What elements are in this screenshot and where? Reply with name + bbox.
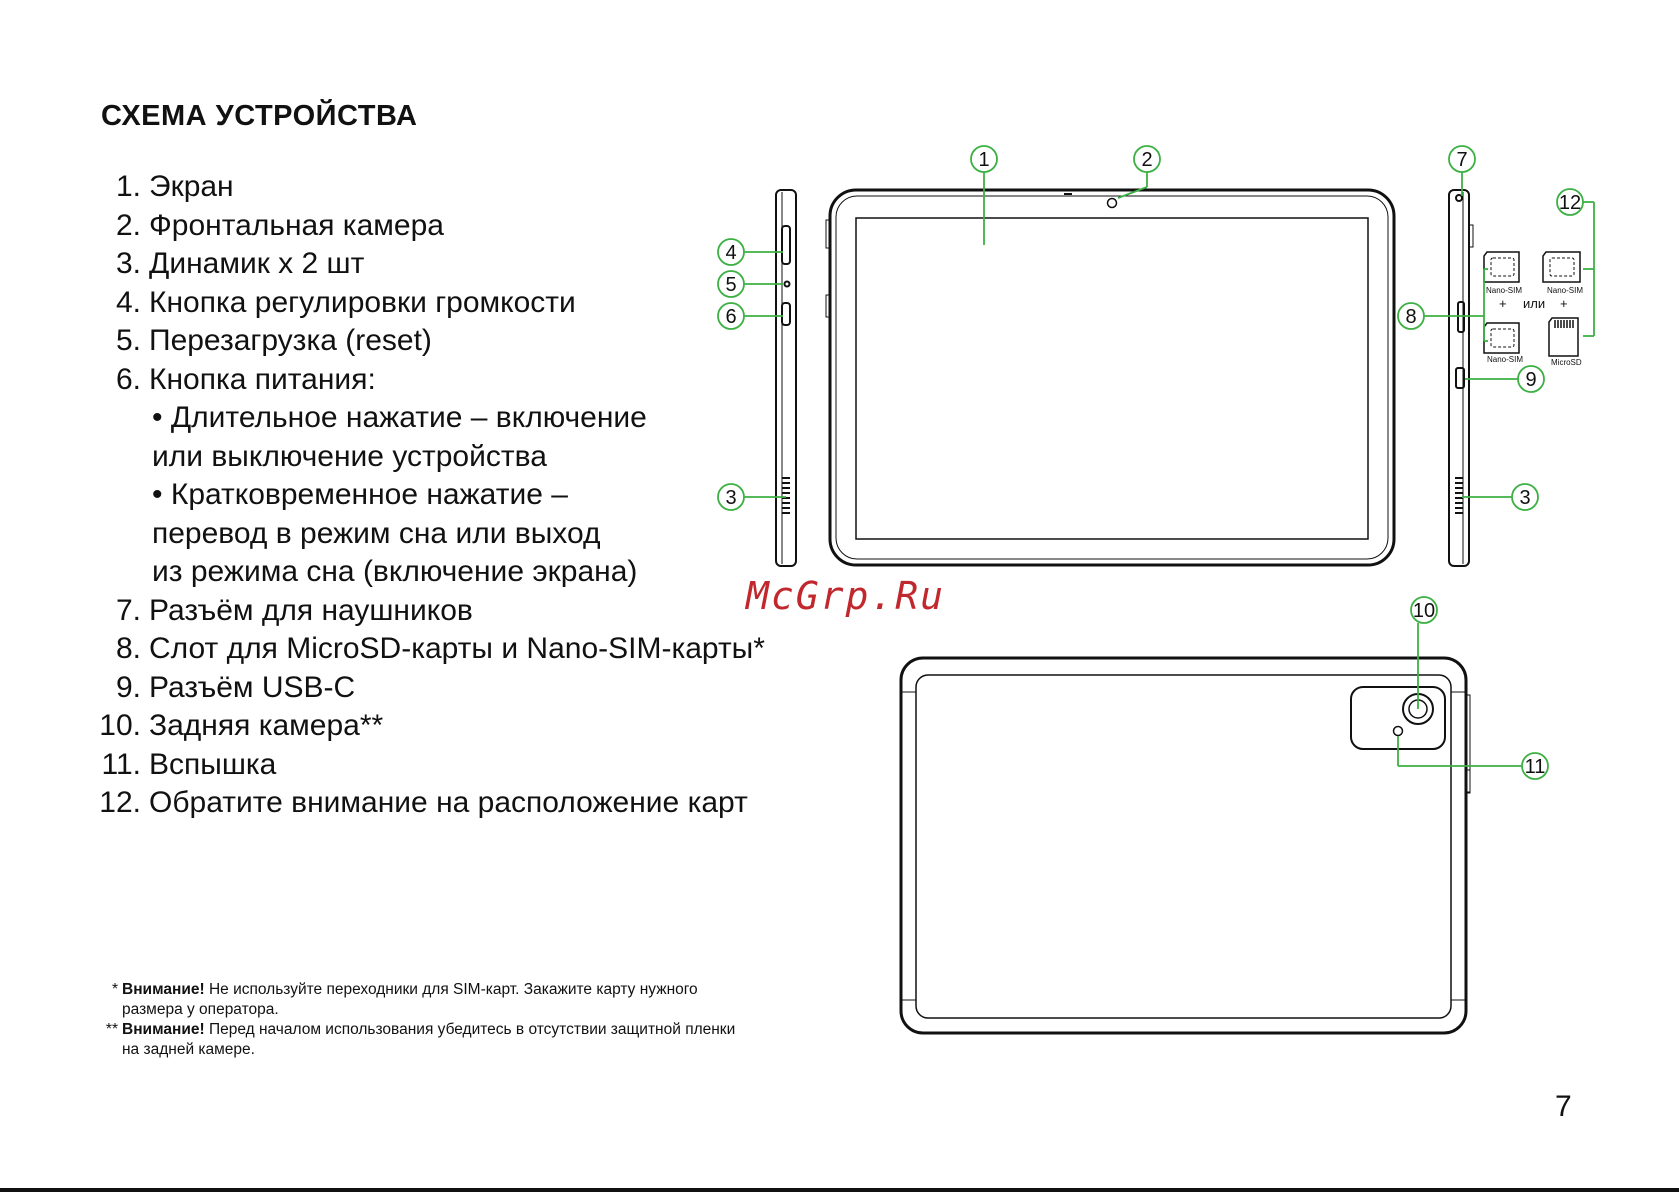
item-text: Задняя камера** bbox=[149, 709, 384, 742]
list-subitem: • Кратковременное нажатие – bbox=[152, 478, 568, 511]
callout-number: 9 bbox=[1525, 369, 1537, 391]
page-number: 7 bbox=[1555, 1090, 1572, 1123]
item-number: 8. bbox=[115, 632, 141, 665]
nano-sim-label: Nano-SIM bbox=[1487, 355, 1524, 364]
nano-sim-card-icon bbox=[1484, 323, 1519, 353]
list-subitem: из режима сна (включение экрана) bbox=[152, 555, 638, 588]
front-camera bbox=[1108, 199, 1117, 208]
callout-number: 5 bbox=[725, 274, 737, 296]
item-number: 5. bbox=[115, 324, 141, 357]
nano-sim-card-icon bbox=[1484, 252, 1519, 282]
callout-number: 6 bbox=[725, 306, 737, 328]
plus-sign: + bbox=[1499, 296, 1507, 311]
callout-number: 4 bbox=[725, 242, 737, 264]
front-view bbox=[826, 190, 1394, 565]
footnote-warning: Внимание! bbox=[122, 1021, 205, 1038]
item-text: Слот для MicroSD-карты и Nano-SIM-карты* bbox=[149, 632, 765, 665]
item-number: 2. bbox=[115, 208, 141, 242]
left-side-view bbox=[776, 190, 796, 566]
list-subitem: или выключение устройства bbox=[152, 439, 547, 473]
footnote-mark: * bbox=[111, 981, 118, 998]
list-subitem: • Длительное нажатие – включение bbox=[152, 401, 647, 434]
callout-number: 8 bbox=[1405, 306, 1417, 328]
page-title: СХЕМА УСТРОЙСТВА bbox=[101, 100, 418, 132]
left-speaker-grille bbox=[782, 478, 790, 513]
footnote-continuation: размера у оператора. bbox=[122, 1001, 279, 1018]
item-number: 7. bbox=[115, 593, 141, 627]
nano-sim-card-icon bbox=[1543, 252, 1580, 282]
item-number: 10. bbox=[99, 709, 141, 742]
plus-sign: + bbox=[1560, 296, 1568, 311]
right-speaker-grille bbox=[1455, 478, 1463, 513]
rear-view bbox=[901, 658, 1470, 1033]
item-text: Разъём для наушников bbox=[149, 593, 473, 627]
item-number: 1. bbox=[115, 170, 141, 203]
footnote-text: Перед началом использования убедитесь в отсутствии защитной пленки bbox=[204, 1021, 736, 1038]
watermark: McGrp.Ru bbox=[746, 574, 946, 618]
item-text: Кнопка регулировки громкости bbox=[149, 285, 576, 319]
item-number: 11. bbox=[101, 747, 141, 781]
footnote-warning: Внимание! bbox=[122, 981, 205, 998]
nano-sim-label: Nano-SIM bbox=[1486, 286, 1523, 295]
item-text: Перезагрузка (reset) bbox=[149, 324, 432, 357]
item-number: 6. bbox=[115, 362, 141, 396]
footnote-text: Не используйте переходники для SIM-карт. Закажите карту нужного bbox=[204, 981, 698, 998]
right-side-view bbox=[1449, 190, 1473, 566]
item-text: Обратите внимание на расположение карт bbox=[149, 786, 748, 819]
volume-button bbox=[782, 226, 790, 264]
callout-number: 10 bbox=[1412, 600, 1436, 622]
list-subitem: перевод в режим сна или выход bbox=[152, 516, 601, 550]
footnote-mark: ** bbox=[105, 1021, 118, 1038]
item-number: 9. bbox=[115, 670, 141, 704]
bottom-rule bbox=[0, 1188, 1679, 1192]
or-label: или bbox=[1523, 296, 1546, 311]
item-text: Вспышка bbox=[149, 747, 277, 781]
item-text: Разъём USB-C bbox=[149, 670, 356, 704]
item-text: Кнопка питания: bbox=[149, 362, 376, 396]
callout-number: 2 bbox=[1141, 149, 1153, 171]
callout-number: 12 bbox=[1558, 192, 1582, 214]
callout-number: 11 bbox=[1524, 756, 1546, 778]
item-number: 12. bbox=[99, 786, 141, 819]
item-text: Динамик х 2 шт bbox=[149, 247, 365, 280]
nano-sim-label: Nano-SIM bbox=[1547, 286, 1584, 295]
screen bbox=[856, 218, 1368, 539]
callout-number: 3 bbox=[1519, 487, 1531, 509]
item-text: Экран bbox=[149, 170, 234, 203]
item-text: Фронтальная камера bbox=[149, 208, 444, 242]
item-number: 4. bbox=[115, 285, 141, 319]
callout-circles bbox=[718, 146, 1583, 779]
callout-number: 1 bbox=[978, 149, 990, 171]
flash bbox=[1394, 727, 1403, 736]
item-number: 3. bbox=[115, 247, 141, 280]
callout-number: 7 bbox=[1456, 149, 1468, 171]
callout-numbers bbox=[725, 149, 1584, 778]
microsd-label: MicroSD bbox=[1551, 358, 1582, 367]
power-button bbox=[782, 303, 790, 325]
reset-hole bbox=[785, 282, 790, 287]
footnote-continuation: на задней камере. bbox=[122, 1041, 255, 1058]
card-slot bbox=[1458, 302, 1464, 332]
callout-number: 3 bbox=[725, 487, 737, 509]
